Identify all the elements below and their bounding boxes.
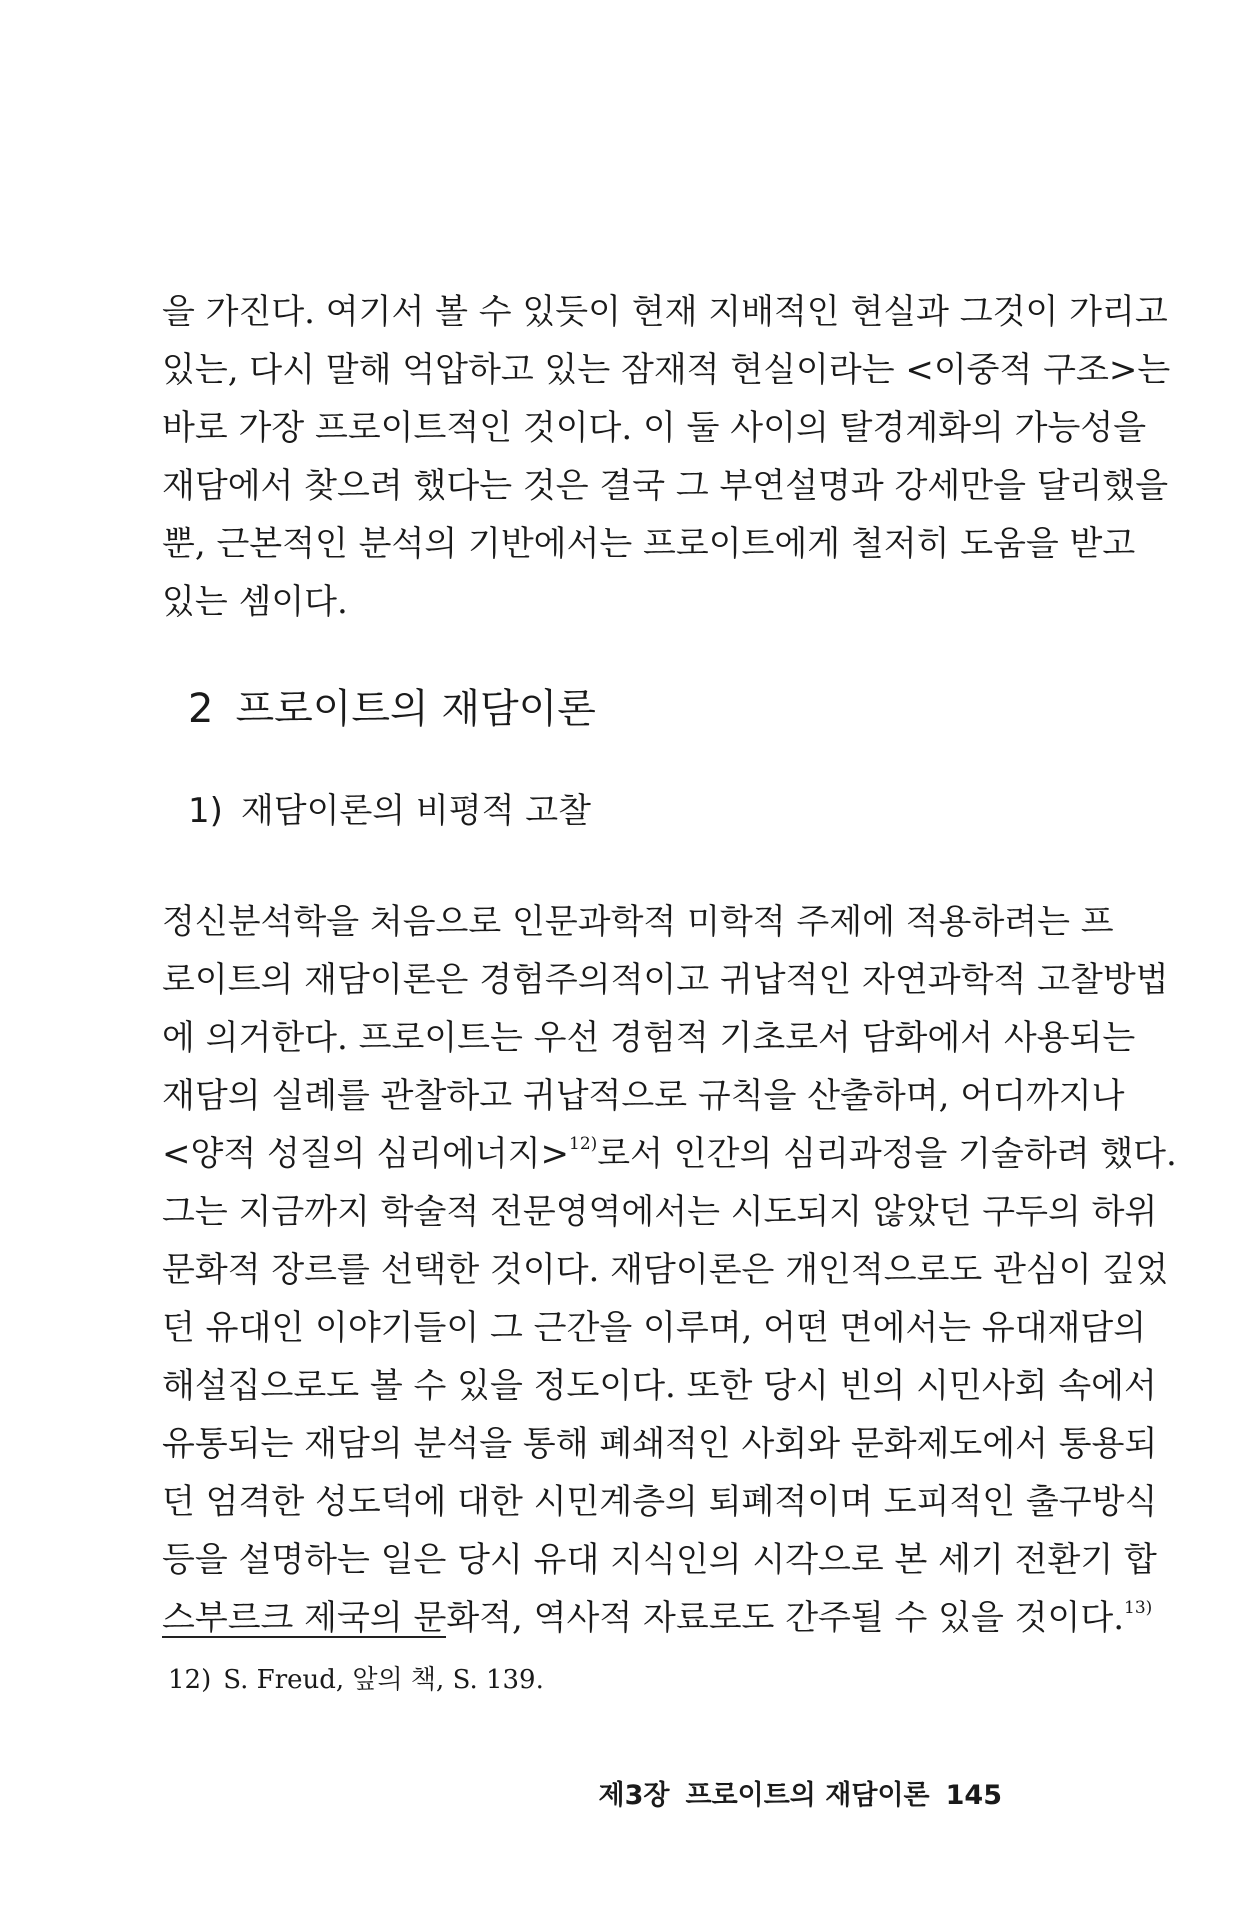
text-line: 있는, 다시 말해 억압하고 있는 잠재적 현실이라는 <이중적 구조>는 xyxy=(162,350,1171,390)
text-segment: 로서 인간의 심리과정을 기술하려 했다. xyxy=(597,1134,1177,1174)
text-line: 뿐, 근본적인 분석의 기반에서는 프로이트에게 철저히 도움을 받고 xyxy=(162,524,1136,564)
footnote-ref-12[interactable]: 12) xyxy=(569,1134,598,1154)
text-line: 해설집으로도 볼 수 있을 정도이다. 또한 당시 빈의 시민사회 속에서 xyxy=(162,1366,1157,1406)
text-line: 로이트의 재담이론은 경험주의적이고 귀납적인 자연과학적 고찰방법 xyxy=(162,960,1169,1000)
text-segment: <양적 성질의 심리에너지> xyxy=(162,1134,570,1174)
text-line: 그는 지금까지 학술적 전문영역에서는 시도되지 않았던 구두의 하위 xyxy=(162,1192,1158,1232)
text-line: 바로 가장 프로이트적인 것이다. 이 둘 사이의 탈경계화의 가능성을 xyxy=(162,408,1147,448)
text-line: 에 의거한다. 프로이트는 우선 경험적 기초로서 담화에서 사용되는 xyxy=(162,1018,1136,1058)
text-segment: 스부르크 제국의 문화적, 역사적 자료로도 간주될 수 있을 것이다. xyxy=(162,1598,1125,1638)
subsection-title: 재담이론의 비평적 고찰 xyxy=(240,791,591,831)
subsection-number: 1) xyxy=(188,791,223,831)
text-line: 등을 설명하는 일은 당시 유대 지식인의 시각으로 본 세기 전환기 합 xyxy=(162,1540,1157,1580)
page-number: 145 xyxy=(945,1780,1002,1811)
text-line: 있는 셈이다. xyxy=(162,582,348,622)
text-line: 정신분석학을 처음으로 인문과학적 미학적 주제에 적용하려는 프 xyxy=(162,902,1114,942)
section-title: 프로이트의 재담이론 xyxy=(235,686,596,732)
text-line: 재담에서 찾으려 했다는 것은 결국 그 부연설명과 강세만을 달리했을 xyxy=(162,466,1169,506)
text-line: 던 엄격한 성도덕에 대한 시민계층의 퇴폐적이며 도피적인 출구방식 xyxy=(162,1482,1158,1522)
footnote-number: 12) xyxy=(168,1665,212,1695)
footnote-divider xyxy=(162,1636,446,1638)
chapter-title: 프로이트의 재담이론 xyxy=(685,1780,930,1811)
text-line: 던 유대인 이야기들이 그 근간을 이루며, 어떤 면에서는 유대재담의 xyxy=(162,1308,1147,1348)
footnote xyxy=(168,1660,544,1700)
chapter-label: 제3장 xyxy=(598,1780,670,1811)
body-paragraph-continued xyxy=(162,283,1171,631)
text-line-with-footnote xyxy=(162,1125,1177,1183)
body-paragraph xyxy=(162,893,1177,1647)
text-line: 문화적 장르를 선택한 것이다. 재담이론은 개인적으로도 관심이 깊었 xyxy=(162,1250,1169,1290)
text-line: 유통되는 재담의 분석을 통해 폐쇄적인 사회와 문화제도에서 통용되 xyxy=(162,1424,1158,1464)
subsection-heading xyxy=(188,782,591,840)
running-footer xyxy=(599,1776,1002,1816)
section-heading xyxy=(188,680,596,738)
footnote-ref-13[interactable]: 13) xyxy=(1124,1598,1153,1618)
text-line-with-footnote xyxy=(162,1589,1153,1647)
text-line: 을 가진다. 여기서 볼 수 있듯이 현재 지배적인 현실과 그것이 가리고 xyxy=(162,292,1168,332)
footnote-text: S. Freud, 앞의 책, S. 139. xyxy=(223,1665,544,1695)
text-line: 재담의 실례를 관찰하고 귀납적으로 규칙을 산출하며, 어디까지나 xyxy=(162,1076,1125,1116)
section-number: 2 xyxy=(188,686,214,732)
